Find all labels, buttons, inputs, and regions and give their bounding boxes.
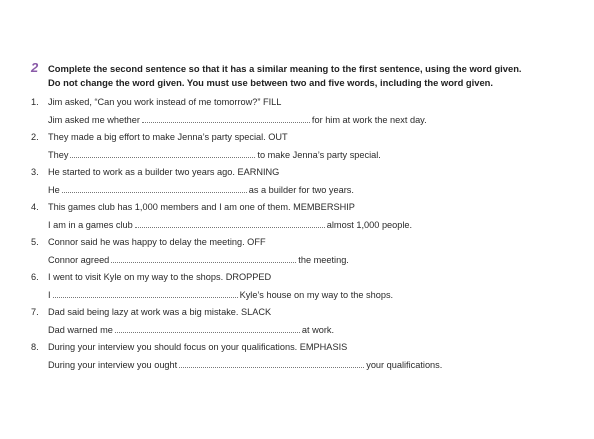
completion-sentence	[48, 182, 582, 200]
answer-gap[interactable]	[70, 149, 255, 158]
item-list	[22, 94, 582, 374]
answer-gap[interactable]	[179, 359, 364, 368]
completion-sentence	[48, 322, 582, 340]
exercise	[22, 62, 582, 374]
sentence-start: He	[48, 184, 60, 195]
instruction-line-1: Complete the second sentence so that it has a similar meaning to the first sentence, using the word given.	[48, 63, 522, 74]
answer-gap[interactable]	[142, 114, 310, 123]
answer-gap[interactable]	[115, 324, 300, 333]
sentence-end: to make Jenna’s party special.	[257, 149, 381, 160]
item-number: 6.	[31, 272, 39, 282]
completion-sentence	[48, 112, 582, 130]
sentence-end: Kyle’s house on my way to the shops.	[239, 289, 394, 300]
original-sentence: Connor said he was happy to delay the meeting. OFF	[48, 237, 266, 247]
original-sentence: I went to visit Kyle on my way to the shops. DROPPED	[48, 272, 272, 282]
answer-gap[interactable]	[53, 289, 238, 298]
list-item	[22, 269, 582, 304]
original-sentence: He started to work as a builder two years ago. EARNING	[48, 167, 280, 177]
original-sentence: This games club has 1,000 members and I am one of them. MEMBERSHIP	[48, 202, 355, 212]
completion-sentence	[48, 287, 582, 305]
item-number: 5.	[31, 237, 39, 247]
answer-gap[interactable]	[135, 219, 325, 228]
sentence-end: as a builder for two years.	[248, 184, 354, 195]
exercise-number: 2	[31, 60, 39, 75]
item-number: 8.	[31, 342, 39, 352]
item-number: 4.	[31, 202, 39, 212]
original-sentence: Dad said being lazy at work was a big mistake. SLACK	[48, 307, 272, 317]
sentence-start: Dad warned me	[48, 324, 113, 335]
list-item	[22, 339, 582, 374]
sentence-end: for him at work the next day.	[311, 114, 427, 125]
sentence-start: I am in a games club	[48, 219, 133, 230]
list-item	[22, 304, 582, 339]
list-item	[22, 199, 582, 234]
original-sentence: Jim asked, “Can you work instead of me tomorrow?” FILL	[48, 97, 282, 107]
answer-gap[interactable]	[62, 184, 247, 193]
sentence-start: Jim asked me whether	[48, 114, 140, 125]
sentence-start: During your interview you ought	[48, 359, 178, 370]
original-sentence: During your interview you should focus on your qualifications. EMPHASIS	[48, 342, 348, 352]
list-item	[22, 234, 582, 269]
completion-sentence	[48, 217, 582, 235]
list-item	[22, 94, 582, 129]
sentence-end: at work.	[301, 324, 335, 335]
item-number: 3.	[31, 167, 39, 177]
list-item	[22, 164, 582, 199]
item-number: 7.	[31, 307, 39, 317]
original-sentence: They made a big effort to make Jenna’s party special. OUT	[48, 132, 288, 142]
completion-sentence	[48, 357, 582, 375]
sentence-end: your qualifications.	[366, 359, 443, 370]
exercise-header	[22, 62, 582, 90]
item-number: 1.	[31, 97, 39, 107]
sentence-start: They	[48, 149, 69, 160]
instruction-line-2: Do not change the word given. You must use between two and five words, including the word given.	[48, 77, 494, 88]
sentence-end: almost 1,000 people.	[326, 219, 413, 230]
completion-sentence	[48, 252, 582, 270]
sentence-start: I	[48, 289, 51, 300]
sentence-end: the meeting.	[298, 254, 349, 265]
item-number: 2.	[31, 132, 39, 142]
list-item	[22, 129, 582, 164]
answer-gap[interactable]	[111, 254, 296, 263]
completion-sentence	[48, 147, 582, 165]
sentence-start: Connor agreed	[48, 254, 110, 265]
